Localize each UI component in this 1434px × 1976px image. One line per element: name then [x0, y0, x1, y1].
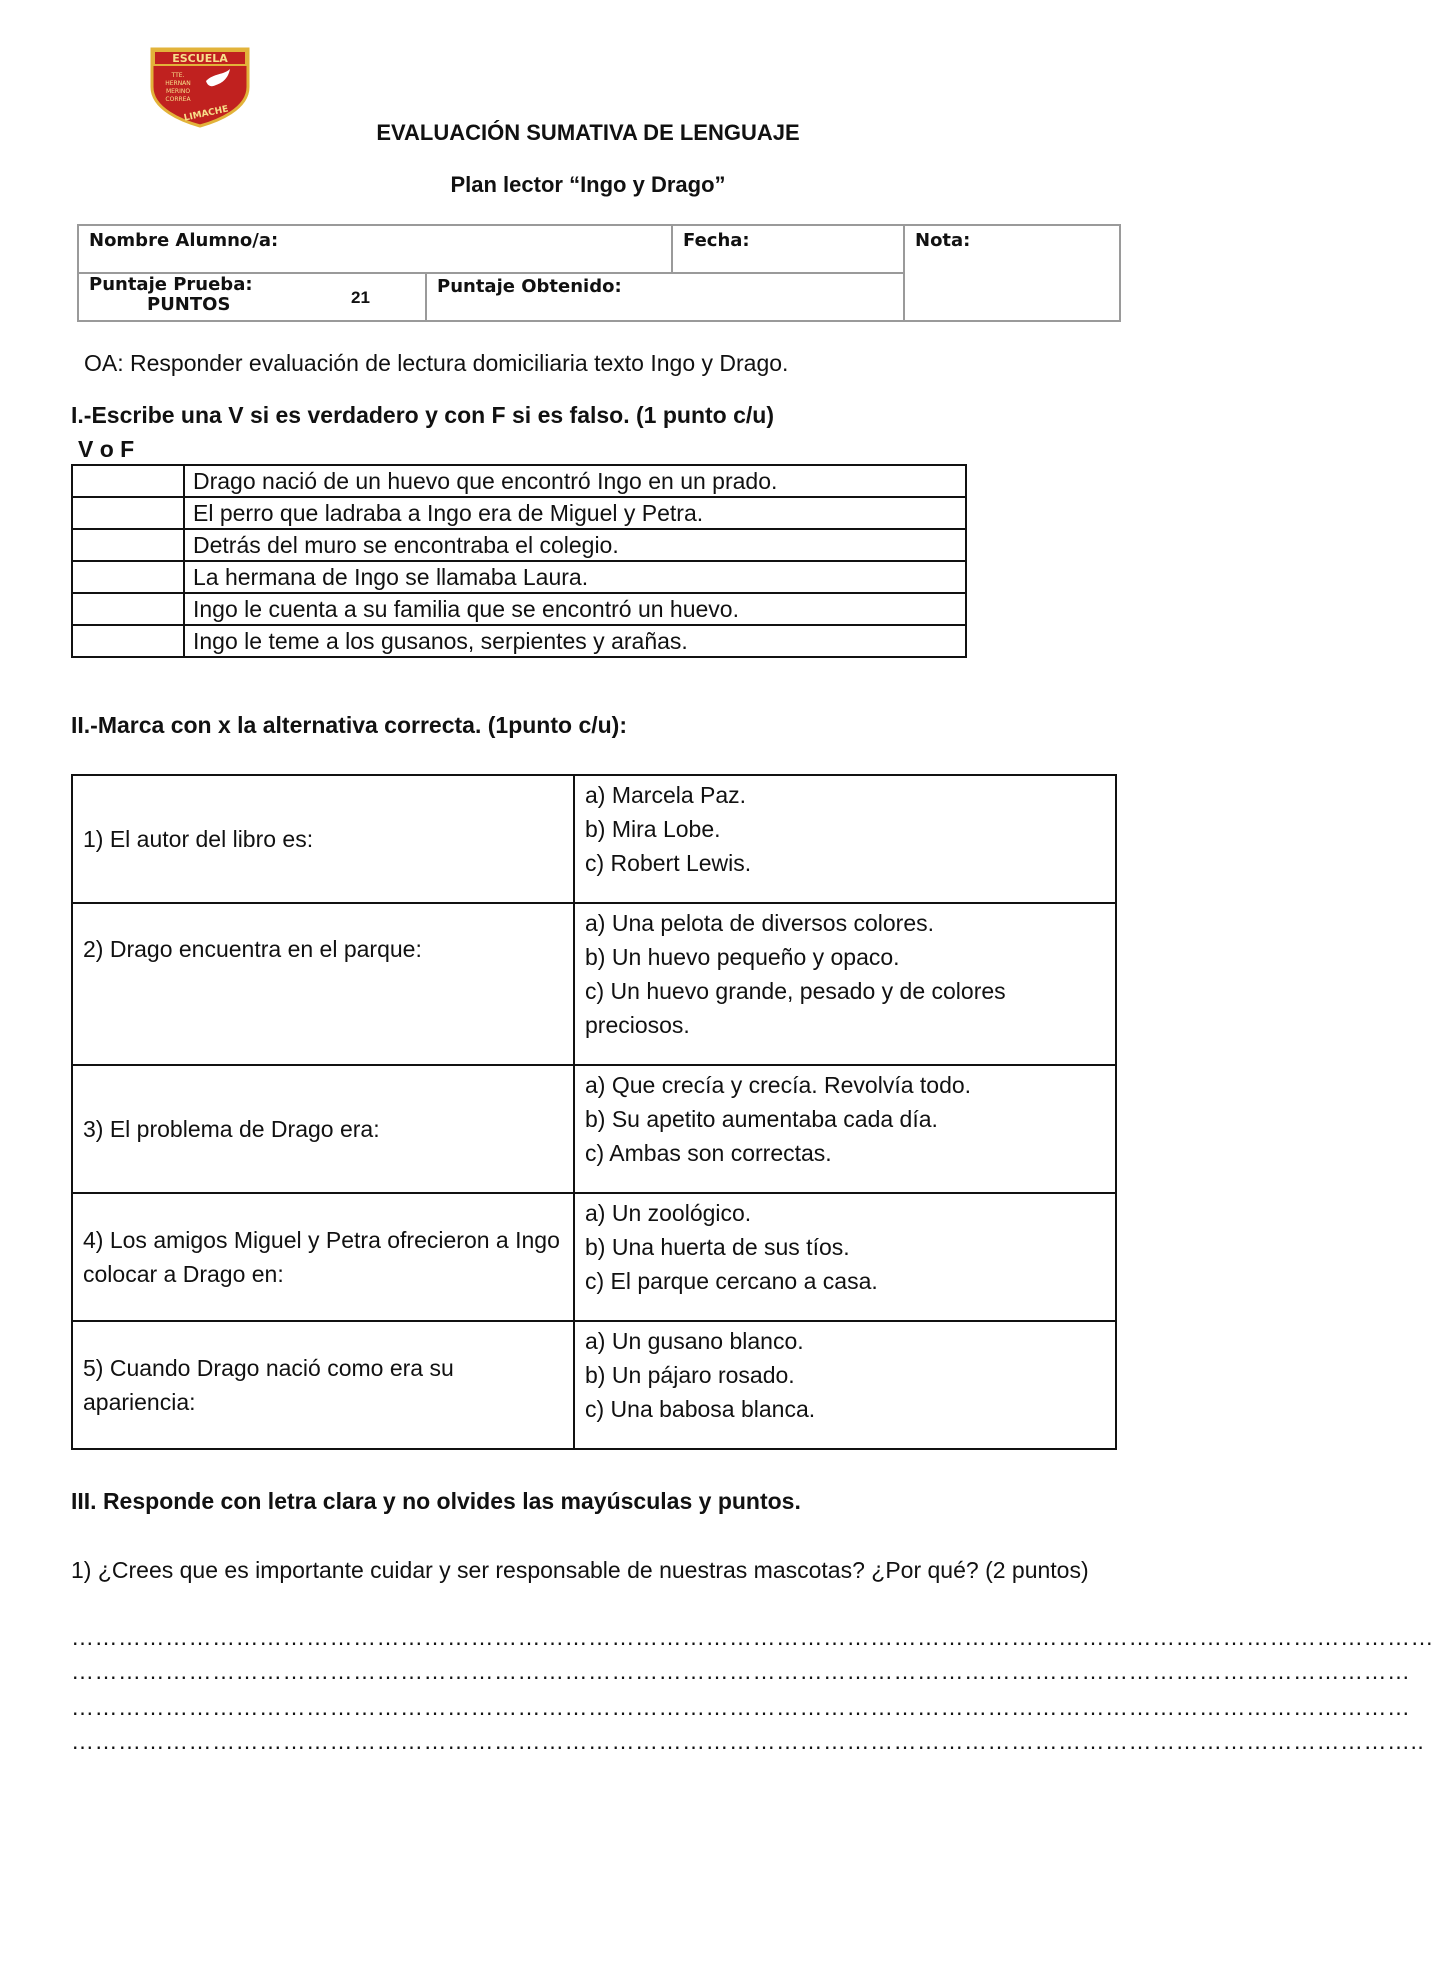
option[interactable]: b) Mira Lobe.: [585, 816, 721, 842]
statement-text: Drago nació de un huevo que encontró Ingo en un prado.: [184, 465, 966, 497]
section2-heading: II.-Marca con x la alternativa correcta. (1punto c/u):: [71, 712, 627, 738]
test-score-value: 21: [351, 288, 370, 307]
table-row: [72, 903, 1116, 1065]
student-name-label: Nombre Alumno/a:: [89, 230, 279, 251]
objective-text: OA: Responder evaluación de lectura domiciliaria texto Ingo y Drago.: [84, 350, 789, 376]
answer-cell[interactable]: [72, 465, 184, 497]
student-name-field[interactable]: [299, 232, 659, 266]
logo-city: LIMACHE: [183, 104, 230, 124]
statement-text: Ingo le cuenta a su familia que se encontró un huevo.: [184, 593, 966, 625]
date-field[interactable]: [769, 232, 895, 266]
option[interactable]: c) Robert Lewis.: [585, 850, 752, 876]
answer-cell[interactable]: [72, 593, 184, 625]
option[interactable]: b) Su apetito aumentaba cada día.: [585, 1106, 938, 1132]
student-info-table: [77, 224, 1121, 322]
question-text: 3) El problema de Drago era:: [72, 1065, 574, 1193]
answer-line[interactable]: ………………………………………………………………………………………………………………………………………………………: [71, 1694, 1411, 1720]
true-false-table: [71, 464, 967, 658]
option[interactable]: a) Un gusano blanco.: [585, 1328, 804, 1354]
answer-cell[interactable]: [72, 497, 184, 529]
answer-line[interactable]: …………………………………………………………………………………………………………………………………………………………: [71, 1624, 1434, 1650]
option[interactable]: b) Un pájaro rosado.: [585, 1362, 795, 1388]
date-label: Fecha:: [683, 230, 750, 251]
statement-text: Detrás del muro se encontraba el colegio.: [184, 529, 966, 561]
table-row: [72, 1065, 1116, 1193]
options-cell: [574, 903, 1116, 1065]
table-row: [72, 593, 966, 625]
table-row: [72, 497, 966, 529]
statement-text: El perro que ladraba a Ingo era de Miguel y Petra.: [184, 497, 966, 529]
logo-line4: MERINO: [165, 88, 191, 95]
answer-cell[interactable]: [72, 625, 184, 657]
answer-line[interactable]: ………………………………………………………………………………………………………………………………………………………..: [71, 1728, 1425, 1754]
logo-school-word: ESCUELA: [172, 52, 228, 65]
option[interactable]: a) Una pelota de diversos colores.: [585, 910, 935, 936]
grade-field[interactable]: [915, 256, 1111, 314]
true-false-column-label: V o F: [78, 436, 135, 462]
option[interactable]: b) Una huerta de sus tíos.: [585, 1234, 850, 1260]
section1-heading: I.-Escribe una V si es verdadero y con F si es falso. (1 punto c/u): [71, 402, 774, 428]
page-subtitle: Plan lector “Ingo y Drago”: [450, 172, 726, 197]
page-title: EVALUACIÓN SUMATIVA DE LENGUAJE: [376, 120, 800, 145]
option[interactable]: a) Marcela Paz.: [585, 782, 747, 808]
statement-text: Ingo le teme a los gusanos, serpientes y arañas.: [184, 625, 966, 657]
table-row: [72, 465, 966, 497]
open-question-text: 1) ¿Crees que es importante cuidar y ser responsable de nuestras mascotas? ¿Por qué? (2 puntos): [71, 1557, 1089, 1583]
answer-line[interactable]: ………………………………………………………………………………………………………………………………………………………: [71, 1658, 1411, 1684]
test-score-unit: PUNTOS: [147, 294, 231, 315]
obtained-score-label: Puntaje Obtenido:: [437, 276, 622, 297]
option[interactable]: c) Un huevo grande, pesado y de colores preciosos.: [585, 978, 1006, 1038]
question-text: 2) Drago encuentra en el parque:: [72, 903, 574, 1065]
option[interactable]: c) Ambas son correctas.: [585, 1140, 832, 1166]
options-cell: [574, 1321, 1116, 1449]
grade-label: Nota:: [915, 230, 971, 251]
options-cell: [574, 1193, 1116, 1321]
options-cell: [574, 1065, 1116, 1193]
answer-cell[interactable]: [72, 561, 184, 593]
logo-line3: HERNAN: [165, 80, 191, 87]
option[interactable]: a) Que crecía y crecía. Revolvía todo.: [585, 1072, 972, 1098]
logo-line2: TTE.: [171, 72, 185, 79]
table-row: [72, 561, 966, 593]
option[interactable]: a) Un zoológico.: [585, 1200, 752, 1226]
test-score-label: Puntaje Prueba:: [89, 274, 253, 295]
question-text: 1) El autor del libro es:: [72, 775, 574, 903]
table-row: [72, 625, 966, 657]
table-row: [72, 1193, 1116, 1321]
logo-line5: CORREA: [165, 96, 191, 103]
option[interactable]: c) El parque cercano a casa.: [585, 1268, 878, 1294]
school-logo: [148, 47, 252, 127]
multiple-choice-table: [71, 774, 1117, 1450]
options-cell: [574, 775, 1116, 903]
table-row: [72, 529, 966, 561]
table-row: [72, 775, 1116, 903]
question-text: 5) Cuando Drago nació como era su apariencia:: [72, 1321, 574, 1449]
answer-cell[interactable]: [72, 529, 184, 561]
obtained-score-field[interactable]: [639, 278, 895, 314]
table-row: [72, 1321, 1116, 1449]
statement-text: La hermana de Ingo se llamaba Laura.: [184, 561, 966, 593]
option[interactable]: c) Una babosa blanca.: [585, 1396, 816, 1422]
option[interactable]: b) Un huevo pequeño y opaco.: [585, 944, 900, 970]
section3-heading: III. Responde con letra clara y no olvides las mayúsculas y puntos.: [71, 1488, 801, 1514]
question-text: 4) Los amigos Miguel y Petra ofrecieron a Ingo colocar a Drago en:: [72, 1193, 574, 1321]
